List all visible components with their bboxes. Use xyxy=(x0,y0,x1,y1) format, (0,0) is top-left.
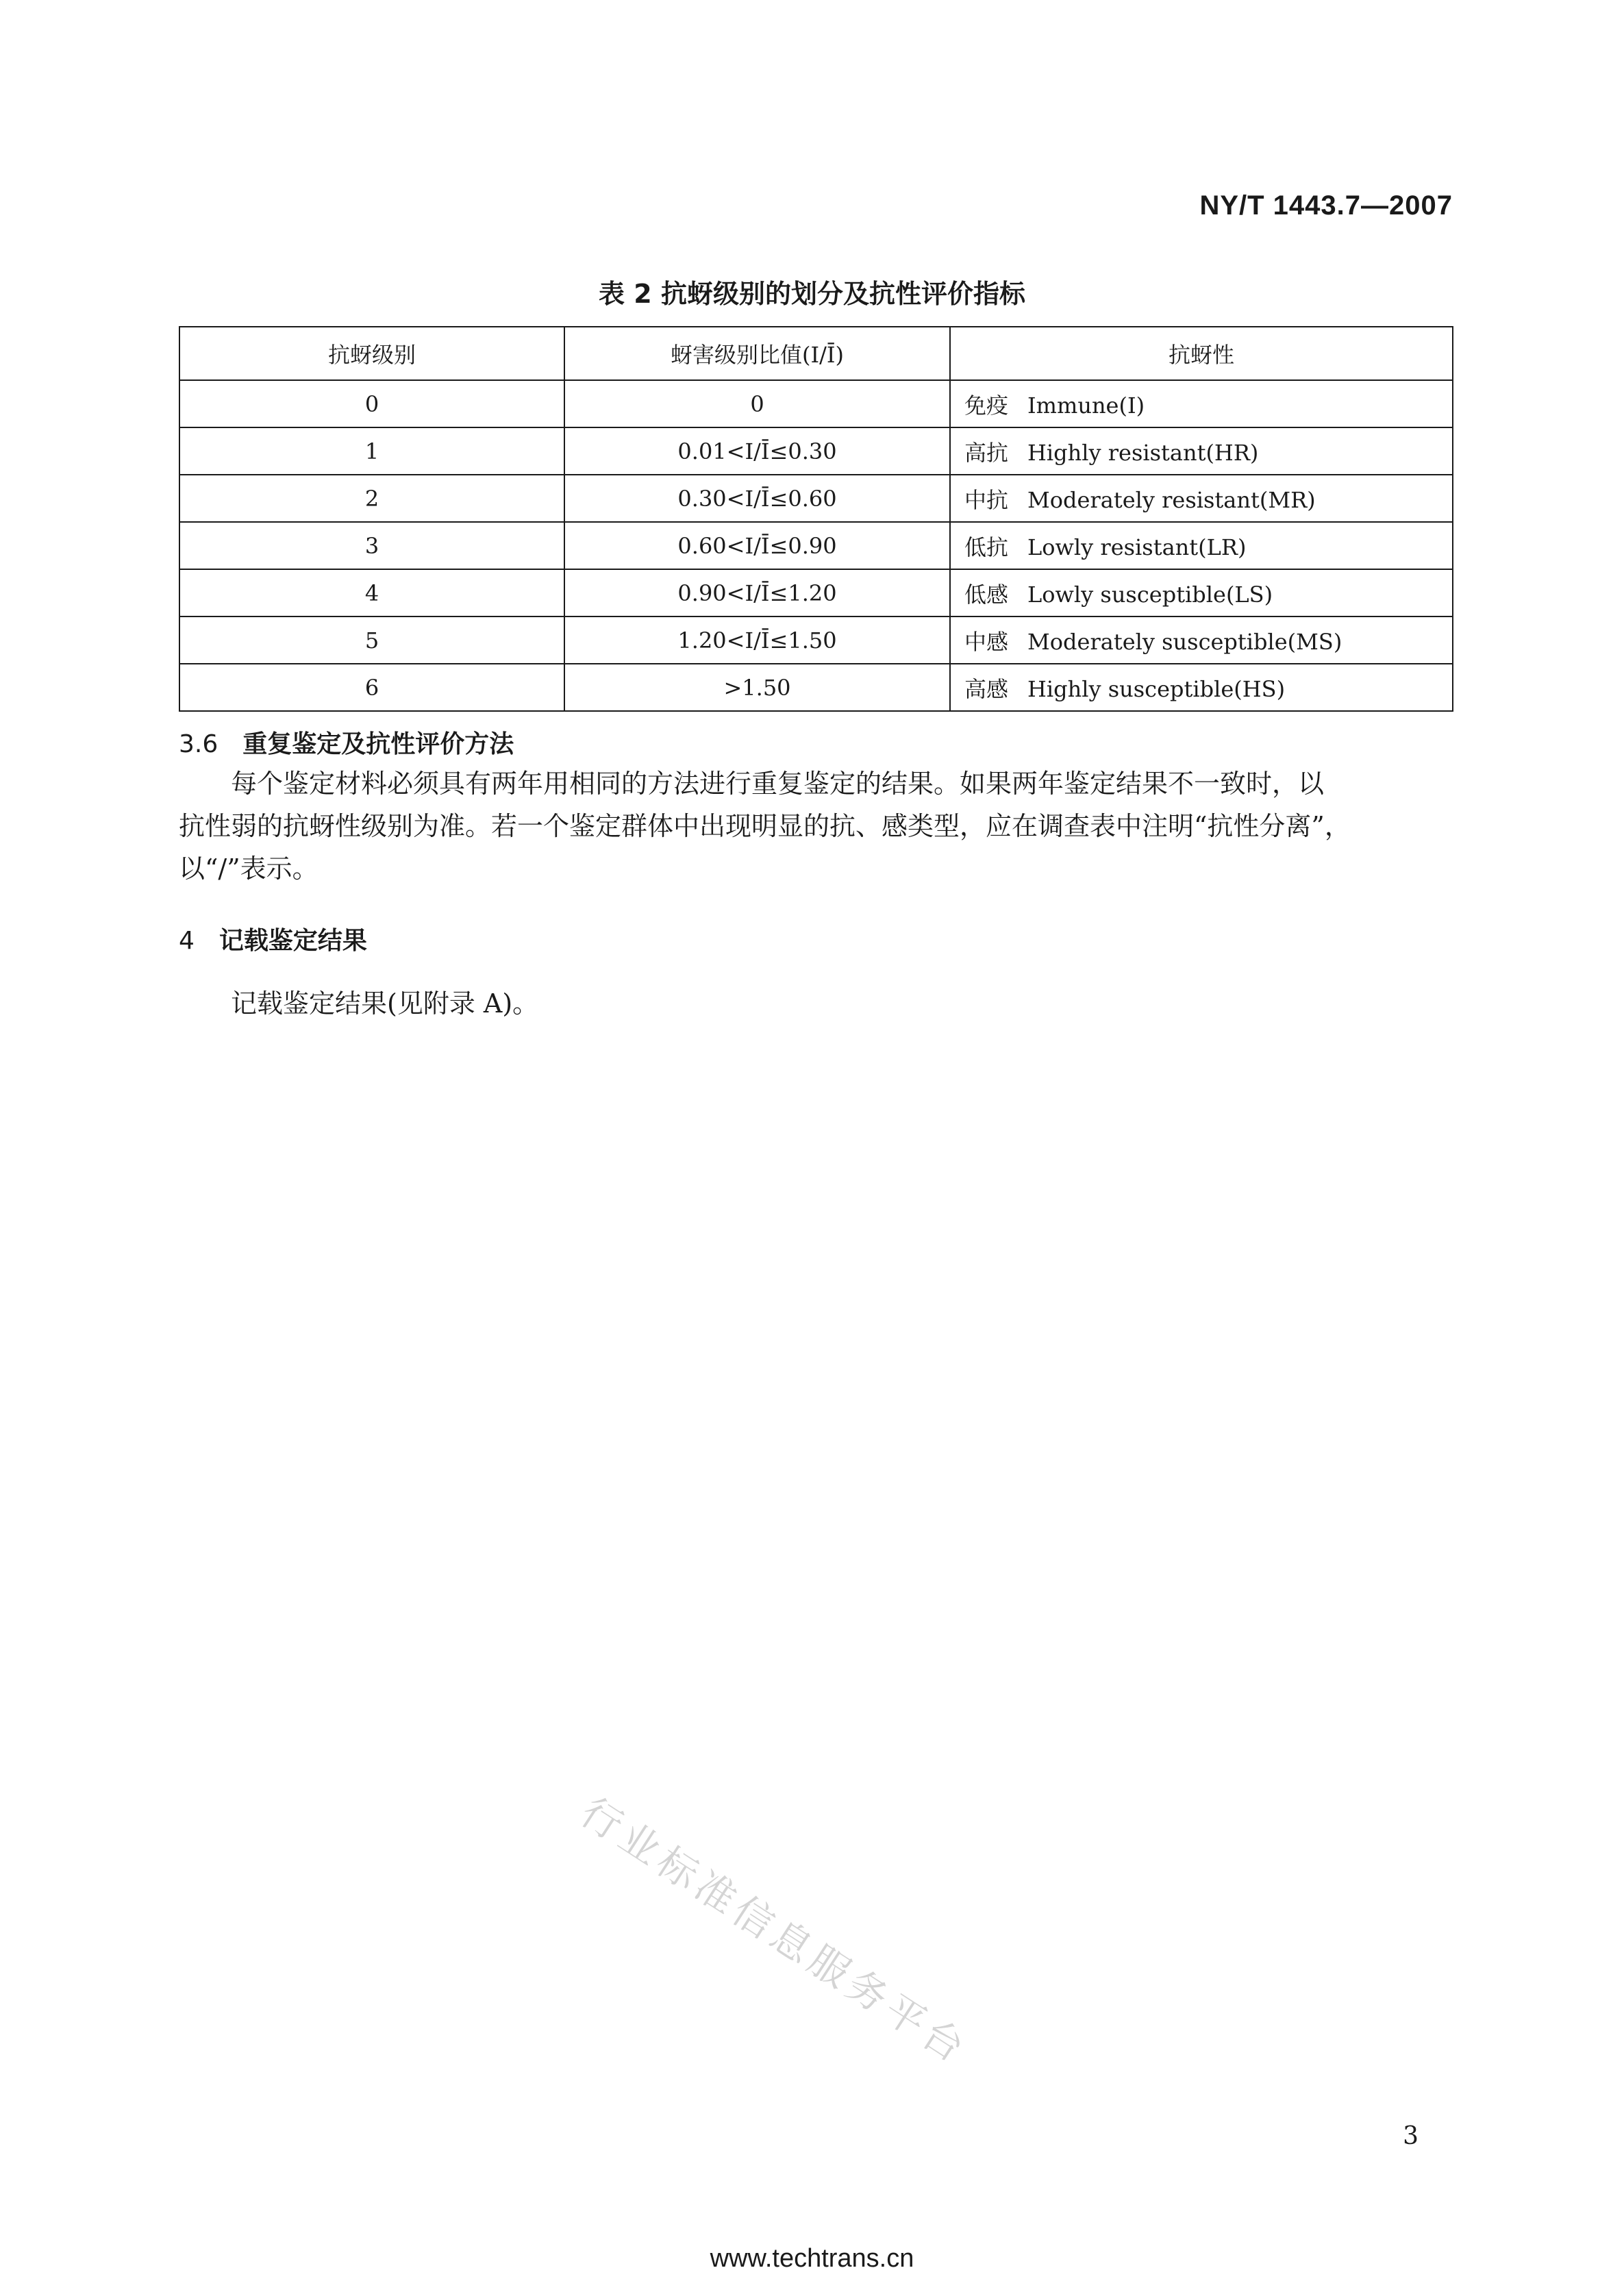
cell-level: 6 xyxy=(179,664,564,711)
resistance-zh: 低感 xyxy=(964,581,1009,608)
cell-ratio: 0.30<I/Ī≤0.60 xyxy=(564,475,950,522)
table-row xyxy=(179,522,1453,569)
document-code: NY/T 1443.7—2007 xyxy=(1199,190,1453,221)
paragraph-line: 每个鉴定材料必须具有两年用相同的方法进行重复鉴定的结果。如果两年鉴定结果不一致时，以 xyxy=(231,769,1325,799)
resistance-zh: 中感 xyxy=(964,628,1009,655)
resistance-en: Highly resistant(HR) xyxy=(1027,439,1259,466)
cell-ratio: 0 xyxy=(564,380,950,427)
page-number: 3 xyxy=(1403,2122,1419,2150)
resistance-en: Lowly resistant(LR) xyxy=(1027,534,1247,560)
cell-resistance xyxy=(950,427,1453,475)
column-header-resistance: 抗蚜性 xyxy=(950,327,1453,380)
table-row xyxy=(179,475,1453,522)
section-number: 4 xyxy=(179,927,195,955)
resistance-en: Lowly susceptible(LS) xyxy=(1027,581,1273,608)
section-heading-4 xyxy=(179,921,367,956)
table-header-row xyxy=(179,327,1453,380)
section-title: 记载鉴定结果 xyxy=(218,927,367,955)
section-4-paragraph: 记载鉴定结果(见附录 A)。 xyxy=(231,988,539,1019)
resistance-table xyxy=(179,326,1453,712)
cell-level: 3 xyxy=(179,522,564,569)
cell-ratio: >1.50 xyxy=(564,664,950,711)
cell-resistance xyxy=(950,616,1453,664)
table-row xyxy=(179,664,1453,711)
resistance-en: Moderately susceptible(MS) xyxy=(1027,628,1342,655)
cell-ratio: 1.20<I/Ī≤1.50 xyxy=(564,616,950,664)
cell-level: 2 xyxy=(179,475,564,522)
watermark: 行业标准信息服务平台 xyxy=(572,1788,977,2074)
column-header-ratio: 蚜害级别比值(I/Ī) xyxy=(564,327,950,380)
cell-level: 1 xyxy=(179,427,564,475)
paragraph-line: 以“/”表示。 xyxy=(179,854,318,884)
section-3-6-paragraph xyxy=(179,762,1453,890)
paragraph-line: 抗性弱的抗蚜性级别为准。若一个鉴定群体中出现明显的抗、感类型，应在调查表中注明“抗性分离”， xyxy=(179,811,1351,841)
table-row xyxy=(179,380,1453,427)
resistance-zh: 免疫 xyxy=(964,392,1009,419)
resistance-en: Immune(I) xyxy=(1027,392,1145,419)
section-title: 重复鉴定及抗性评价方法 xyxy=(242,730,514,758)
cell-ratio: 0.60<I/Ī≤0.90 xyxy=(564,522,950,569)
cell-ratio: 0.01<I/Ī≤0.30 xyxy=(564,427,950,475)
website-footer: www.techtrans.cn xyxy=(710,2244,914,2273)
resistance-en: Moderately resistant(MR) xyxy=(1027,486,1316,513)
cell-level: 0 xyxy=(179,380,564,427)
cell-resistance xyxy=(950,475,1453,522)
cell-resistance xyxy=(950,664,1453,711)
cell-level: 5 xyxy=(179,616,564,664)
cell-resistance xyxy=(950,380,1453,427)
resistance-zh: 高感 xyxy=(964,675,1009,702)
cell-level: 4 xyxy=(179,569,564,616)
section-heading-3-6 xyxy=(179,725,514,760)
resistance-zh: 高抗 xyxy=(964,439,1009,466)
table-caption: 表 2 抗蚜级别的划分及抗性评价指标 xyxy=(599,279,1025,309)
table-row xyxy=(179,616,1453,664)
cell-resistance xyxy=(950,569,1453,616)
cell-resistance xyxy=(950,522,1453,569)
table-row xyxy=(179,427,1453,475)
cell-ratio: 0.90<I/Ī≤1.20 xyxy=(564,569,950,616)
column-header-level: 抗蚜级别 xyxy=(179,327,564,380)
table-row xyxy=(179,569,1453,616)
section-number: 3.6 xyxy=(179,730,218,758)
resistance-zh: 低抗 xyxy=(964,534,1009,560)
resistance-en: Highly susceptible(HS) xyxy=(1027,675,1286,702)
resistance-zh: 中抗 xyxy=(964,486,1009,513)
